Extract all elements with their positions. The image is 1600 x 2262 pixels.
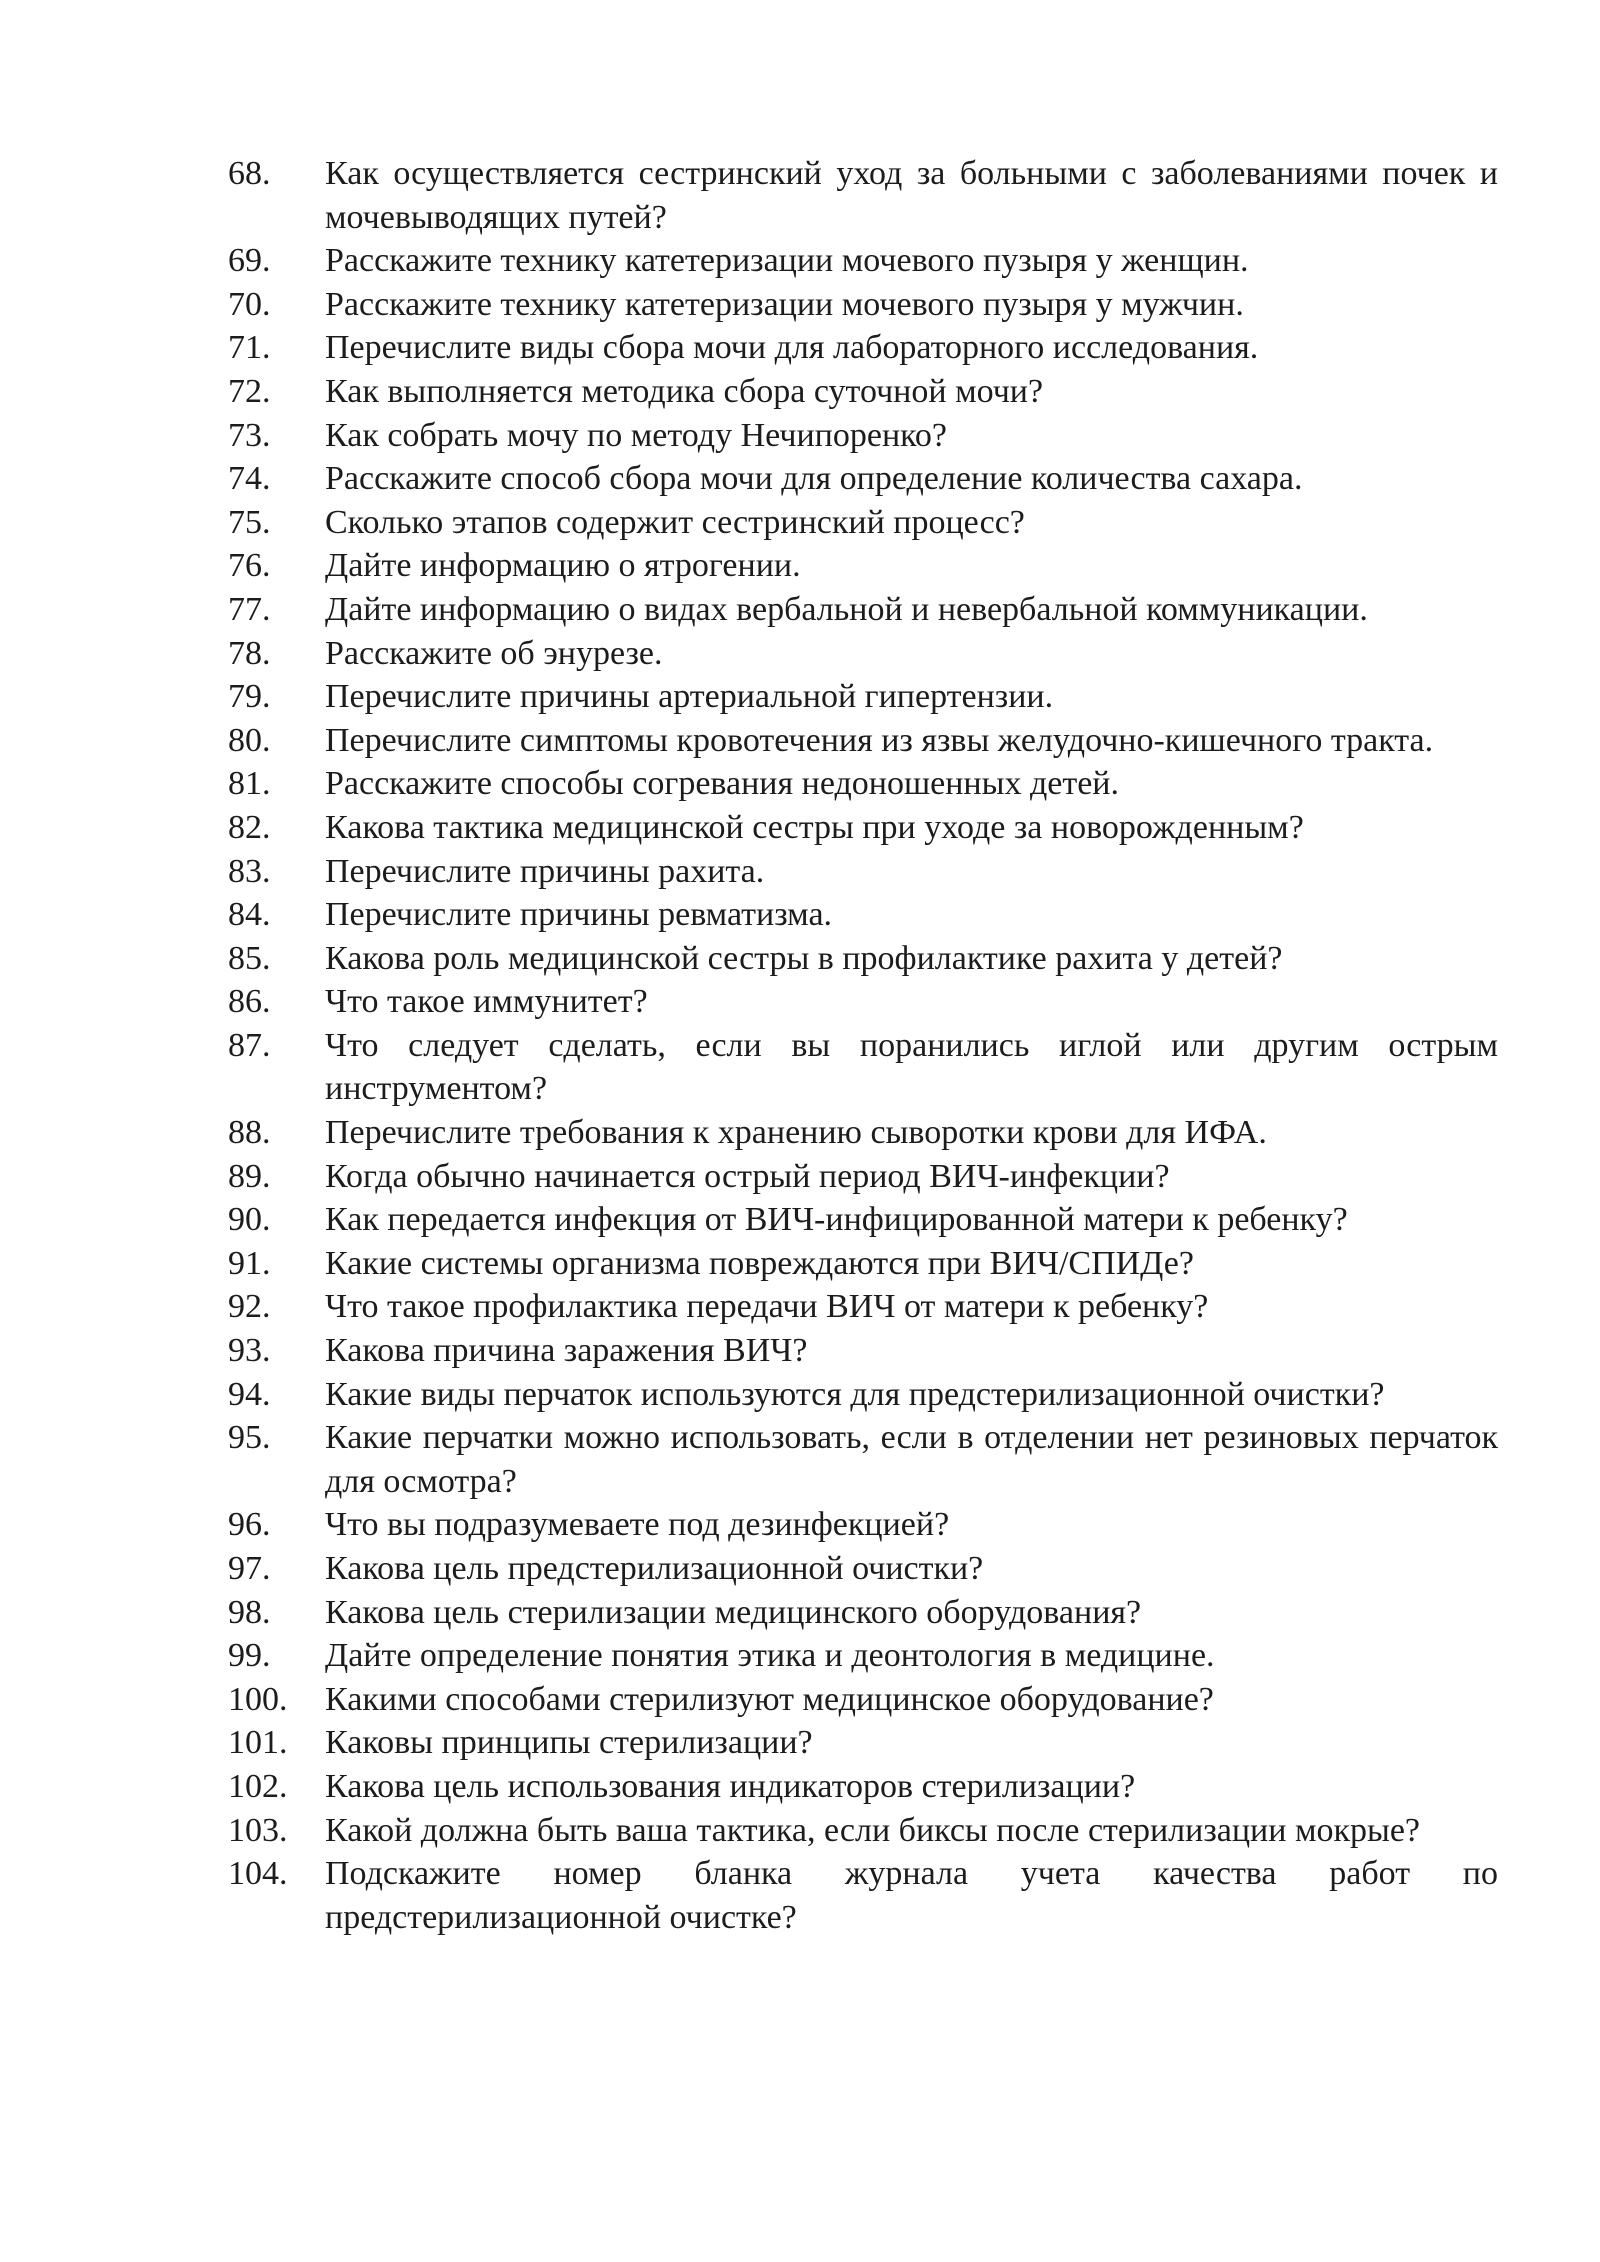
question-number: 88. <box>228 1114 271 1152</box>
question-item <box>228 1373 1498 1417</box>
question-text: Какова цель использования индикаторов стерилизации? <box>325 1767 1136 1805</box>
question-number: 73. <box>228 416 271 454</box>
question-number: 102. <box>228 1767 288 1805</box>
question-text: Что вы подразумеваете под дезинфекцией? <box>325 1506 950 1544</box>
question-item <box>228 1285 1498 1329</box>
question-number: 70. <box>228 285 271 323</box>
question-text: Дайте информацию о ятрогении. <box>325 547 801 585</box>
question-text: Перечислите виды сбора мочи для лабораторного исследования. <box>325 329 1259 367</box>
question-text: Как выполняется методика сбора суточной мочи? <box>325 372 1044 410</box>
question-text: Дайте определение понятия этика и деонтология в медицине. <box>325 1637 1215 1675</box>
question-text: Перечислите причины рахита. <box>325 852 765 890</box>
question-number: 77. <box>228 590 271 628</box>
question-number: 86. <box>228 983 271 1021</box>
question-number: 71. <box>228 329 271 367</box>
question-item <box>228 414 1498 458</box>
question-number: 75. <box>228 503 271 541</box>
question-number: 83. <box>228 852 271 890</box>
question-item <box>228 283 1498 327</box>
question-text: Перечислите причины ревматизма. <box>325 896 833 934</box>
question-text: Какова тактика медицинской сестры при уходе за новорожденным? <box>325 808 1304 846</box>
question-number: 79. <box>228 678 271 716</box>
question-number: 101. <box>228 1724 288 1762</box>
question-number: 76. <box>228 547 271 585</box>
question-number: 100. <box>228 1680 288 1718</box>
question-text: Расскажите технику катетеризации мочевого пузыря у мужчин. <box>325 285 1244 323</box>
question-item <box>228 1416 1498 1503</box>
question-text: Что следует сделать, если вы поранились иглой или другим острым инструментом? <box>325 1026 1498 1108</box>
question-item <box>228 1765 1498 1809</box>
question-item <box>228 937 1498 981</box>
question-text: Когда обычно начинается острый период ВИЧ-инфекции? <box>325 1157 1170 1195</box>
question-item <box>228 1155 1498 1199</box>
question-item <box>228 1329 1498 1373</box>
question-number: 80. <box>228 721 271 759</box>
question-number: 92. <box>228 1288 271 1326</box>
question-item <box>228 457 1498 501</box>
question-text: Как передается инфекция от ВИЧ-инфицированной матери к ребенку? <box>325 1201 1348 1239</box>
question-number: 94. <box>228 1375 271 1413</box>
question-item <box>228 544 1498 588</box>
question-item <box>228 1547 1498 1591</box>
question-text: Какова роль медицинской сестры в профилактике рахита у детей? <box>325 939 1283 977</box>
question-number: 90. <box>228 1201 271 1239</box>
question-list <box>228 152 1498 1939</box>
question-number: 69. <box>228 242 271 280</box>
question-number: 78. <box>228 634 271 672</box>
question-item <box>228 1591 1498 1635</box>
question-number: 85. <box>228 939 271 977</box>
question-item <box>228 1852 1498 1939</box>
question-text: Какие виды перчаток используются для предстерилизационной очистки? <box>325 1375 1385 1413</box>
question-item <box>228 501 1498 545</box>
question-item <box>228 1198 1498 1242</box>
question-item <box>228 1503 1498 1547</box>
question-item <box>228 1721 1498 1765</box>
question-number: 98. <box>228 1593 271 1631</box>
question-text: Расскажите об энурезе. <box>325 634 663 672</box>
question-text: Что такое профилактика передачи ВИЧ от матери к ребенку? <box>325 1288 1209 1326</box>
question-text: Расскажите способ сбора мочи для определение количества сахара. <box>325 460 1303 498</box>
question-text: Как осуществляется сестринский уход за больными с заболеваниями почек и мочевыводящих путей? <box>325 155 1498 236</box>
question-text: Перечислите симптомы кровотечения из язвы желудочно-кишечного тракта. <box>325 721 1434 759</box>
question-item <box>228 632 1498 676</box>
question-item <box>228 1111 1498 1155</box>
question-item <box>228 1024 1498 1111</box>
question-number: 89. <box>228 1157 271 1195</box>
question-text: Какими способами стерилизуют медицинское оборудование? <box>325 1680 1214 1718</box>
question-number: 84. <box>228 896 271 934</box>
question-text: Какой должна быть ваша тактика, если биксы после стерилизации мокрые? <box>325 1811 1421 1849</box>
question-text: Расскажите технику катетеризации мочевого пузыря у женщин. <box>325 242 1249 280</box>
question-text: Какие системы организма повреждаются при ВИЧ/СПИДе? <box>325 1244 1194 1282</box>
question-number: 81. <box>228 765 271 803</box>
question-item <box>228 239 1498 283</box>
question-text: Какова цель стерилизации медицинского оборудования? <box>325 1593 1142 1631</box>
question-item <box>228 762 1498 806</box>
question-text: Какова цель предстерилизационной очистки? <box>325 1550 984 1587</box>
question-text: Какие перчатки можно использовать, если в отделении нет резиновых перчаток для осмотра? <box>325 1419 1498 1500</box>
question-text: Какова причина заражения ВИЧ? <box>325 1332 808 1370</box>
question-item <box>228 893 1498 937</box>
question-item <box>228 1242 1498 1286</box>
question-item <box>228 370 1498 414</box>
question-number: 93. <box>228 1332 271 1370</box>
question-number: 95. <box>228 1419 271 1457</box>
question-number: 72. <box>228 372 271 410</box>
question-text: Каковы принципы стерилизации? <box>325 1724 813 1762</box>
question-item <box>228 806 1498 850</box>
question-number: 91. <box>228 1244 271 1282</box>
question-number: 87. <box>228 1026 271 1064</box>
question-item <box>228 850 1498 894</box>
question-item <box>228 326 1498 370</box>
question-number: 82. <box>228 808 271 846</box>
question-number: 97. <box>228 1550 271 1587</box>
question-item <box>228 1809 1498 1853</box>
question-item <box>228 980 1498 1024</box>
question-number: 96. <box>228 1506 271 1544</box>
question-text: Как собрать мочу по методу Нечипоренко? <box>325 416 948 454</box>
question-text: Перечислите причины артериальной гипертензии. <box>325 678 1054 716</box>
question-text: Подскажите номер бланка журнала учета качества работ по предстерилизационной очистке? <box>325 1855 1498 1936</box>
question-item <box>228 1634 1498 1678</box>
question-number: 68. <box>228 155 271 192</box>
question-item <box>228 588 1498 632</box>
question-item <box>228 1678 1498 1722</box>
question-item <box>228 675 1498 719</box>
question-number: 103. <box>228 1811 288 1849</box>
question-number: 99. <box>228 1637 271 1675</box>
question-text: Расскажите способы согревания недоношенных детей. <box>325 765 1120 803</box>
question-text: Что такое иммунитет? <box>325 983 648 1021</box>
question-item <box>228 152 1498 239</box>
question-text: Сколько этапов содержит сестринский процесс? <box>325 503 1025 541</box>
question-text: Дайте информацию о видах вербальной и невербальной коммуникации. <box>325 590 1368 628</box>
question-number: 104. <box>228 1855 288 1893</box>
question-item <box>228 719 1498 763</box>
question-number: 74. <box>228 460 271 498</box>
question-text: Перечислите требования к хранению сыворотки крови для ИФА. <box>325 1114 1267 1152</box>
